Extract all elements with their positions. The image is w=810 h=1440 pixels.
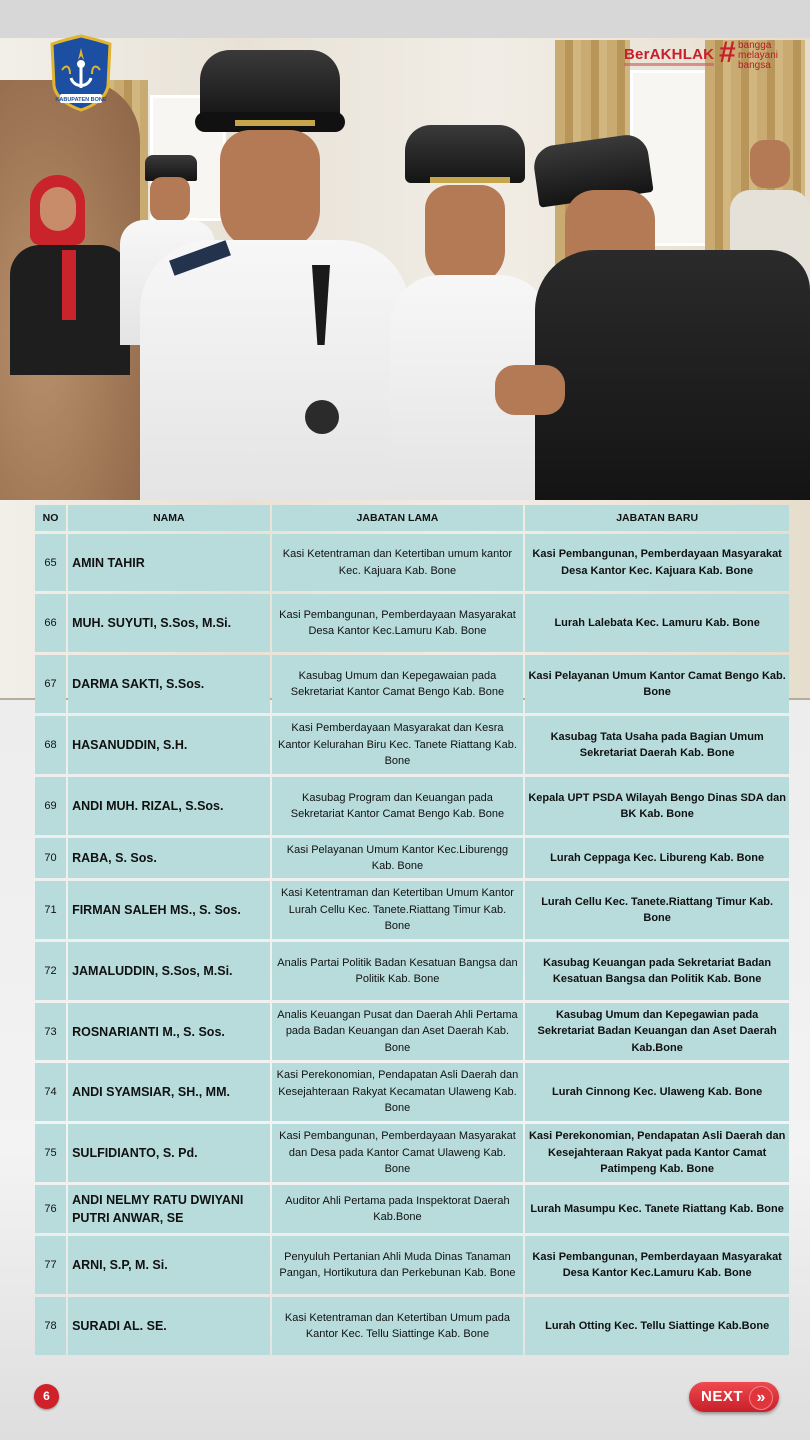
brand-tag-1: bangga: [738, 40, 772, 51]
cell-nama: AMIN TAHIR: [68, 534, 270, 591]
page-number-badge: 6: [34, 1384, 59, 1409]
brand-hash: #: [719, 36, 736, 69]
cell-lama: Kasi Pelayanan Umum Kantor Kec.Liburengg Kab. Bone: [272, 838, 524, 878]
table-row: [35, 1297, 789, 1355]
cell-lama: Penyuluh Pertanian Ahli Muda Dinas Tanaman Pangan, Hortikutura dan Perkebunan Kab. Bone: [272, 1236, 524, 1294]
table-row: [35, 838, 789, 878]
table-row: [35, 716, 789, 774]
cell-nama: ANDI MUH. RIZAL, S.Sos.: [68, 777, 270, 835]
cell-nama: ARNI, S.P, M. Si.: [68, 1236, 270, 1294]
cell-baru: Kasi Pembangunan, Pemberdayaan Masyarakat Desa Kantor Kec.Lamuru Kab. Bone: [525, 1236, 789, 1294]
kabupaten-bone-logo: [48, 34, 114, 112]
table-row: [35, 881, 789, 939]
table-row: [35, 1063, 789, 1121]
table-row: [35, 1003, 789, 1060]
brand-tag-2: melayani: [738, 50, 779, 61]
cell-lama: Kasi Pembangunan, Pemberdayaan Masyarakat Desa Kantor Kec.Lamuru Kab. Bone: [272, 594, 524, 652]
cell-nama: RABA, S. Sos.: [68, 838, 270, 878]
table-header-row: [35, 505, 789, 531]
cell-no: 71: [35, 881, 66, 939]
cell-baru: Lurah Cellu Kec. Tanete.Riattang Timur Kab. Bone: [525, 881, 789, 939]
table-row: [35, 655, 789, 713]
col-header-nama: NAMA: [68, 505, 270, 531]
cell-lama: Kasi Ketentraman dan Ketertiban umum kantor Kec. Kajuara Kab. Bone: [272, 534, 524, 591]
table-row: [35, 1185, 789, 1233]
cell-nama: ROSNARIANTI M., S. Sos.: [68, 1003, 270, 1060]
double-chevron-right-icon: »: [749, 1386, 773, 1410]
cell-nama: FIRMAN SALEH MS., S. Sos.: [68, 881, 270, 939]
cell-lama: Kasubag Program dan Keuangan pada Sekretariat Kantor Camat Bengo Kab. Bone: [272, 777, 524, 835]
cell-no: 70: [35, 838, 66, 878]
cell-lama: Kasi Ketentraman dan Ketertiban Umum Kantor Lurah Cellu Kec. Tanete.Riattang Timur Kab. Bone: [272, 881, 524, 939]
cell-no: 73: [35, 1003, 66, 1060]
cell-nama: ANDI SYAMSIAR, SH., MM.: [68, 1063, 270, 1121]
next-button-label: NEXT: [701, 1388, 744, 1405]
cell-no: 67: [35, 655, 66, 713]
cell-nama: SURADI AL. SE.: [68, 1297, 270, 1355]
table-row: [35, 534, 789, 591]
svg-text:KABUPATEN BONE: KABUPATEN BONE: [55, 97, 107, 103]
cell-baru: Kasubag Tata Usaha pada Bagian Umum Sekretariat Daerah Kab. Bone: [525, 716, 789, 774]
cell-baru: Kasi Pelayanan Umum Kantor Camat Bengo Kab. Bone: [525, 655, 789, 713]
cell-baru: Lurah Ceppaga Kec. Libureng Kab. Bone: [525, 838, 789, 878]
cell-nama: ANDI NELMY RATU DWIYANI PUTRI ANWAR, SE: [68, 1185, 270, 1233]
table-row: [35, 594, 789, 652]
table-row: [35, 942, 789, 1000]
table-row: [35, 1124, 789, 1182]
cell-lama: Analis Keuangan Pusat dan Daerah Ahli Pertama pada Badan Keuangan dan Aset Daerah Kab. Bone: [272, 1003, 524, 1060]
cell-baru: Kasi Perekonomian, Pendapatan Asli Daerah dan Kesejahteraan Rakyat pada Kantor Camat Patimpeng Kab. Bone: [525, 1124, 789, 1182]
berakhlak-logo: [624, 36, 794, 72]
mutasi-table: [33, 502, 791, 1358]
cell-baru: Kasi Pembangunan, Pemberdayaan Masyarakat Desa Kantor Kec. Kajuara Kab. Bone: [525, 534, 789, 591]
cell-baru: Kasubag Umum dan Kepegawian pada Sekretariat Badan Keuangan dan Aset Daerah Kab.Bone: [525, 1003, 789, 1060]
cell-nama: MUH. SUYUTI, S.Sos, M.Si.: [68, 594, 270, 652]
cell-no: 66: [35, 594, 66, 652]
col-header-jabatan-baru: JABATAN BARU: [525, 505, 789, 531]
cell-lama: Kasi Pembangunan, Pemberdayaan Masyarakat dan Desa pada Kantor Camat Ulaweng Kab. Bone: [272, 1124, 524, 1182]
cell-nama: JAMALUDDIN, S.Sos, M.Si.: [68, 942, 270, 1000]
table-row: [35, 1236, 789, 1294]
cell-lama: Auditor Ahli Pertama pada Inspektorat Daerah Kab.Bone: [272, 1185, 524, 1233]
cell-no: 75: [35, 1124, 66, 1182]
cell-no: 78: [35, 1297, 66, 1355]
cell-no: 72: [35, 942, 66, 1000]
cell-baru: Kasubag Keuangan pada Sekretariat Badan Kesatuan Bangsa dan Politik Kab. Bone: [525, 942, 789, 1000]
cell-no: 77: [35, 1236, 66, 1294]
next-button[interactable]: [689, 1382, 779, 1412]
cell-no: 74: [35, 1063, 66, 1121]
cell-baru: Lurah Otting Kec. Tellu Siattinge Kab.Bone: [525, 1297, 789, 1355]
cell-baru: Kepala UPT PSDA Wilayah Bengo Dinas SDA dan BK Kab. Bone: [525, 777, 789, 835]
cell-lama: Analis Partai Politik Badan Kesatuan Bangsa dan Politik Kab. Bone: [272, 942, 524, 1000]
cell-lama: Kasi Perekonomian, Pendapatan Asli Daerah dan Kesejahteraan Rakyat Kecamatan Ulaweng Kab. Bone: [272, 1063, 524, 1121]
cell-baru: Lurah Masumpu Kec. Tanete Riattang Kab. Bone: [525, 1185, 789, 1233]
cell-no: 76: [35, 1185, 66, 1233]
cell-no: 65: [35, 534, 66, 591]
cell-baru: Lurah Cinnong Kec. Ulaweng Kab. Bone: [525, 1063, 789, 1121]
cell-nama: SULFIDIANTO, S. Pd.: [68, 1124, 270, 1182]
brand-tag-3: bangsa: [738, 60, 771, 71]
cell-no: 68: [35, 716, 66, 774]
cell-lama: Kasubag Umum dan Kepegawaian pada Sekretariat Kantor Camat Bengo Kab. Bone: [272, 655, 524, 713]
cell-lama: Kasi Ketentraman dan Ketertiban Umum pada Kantor Kec. Tellu Siattinge Kab. Bone: [272, 1297, 524, 1355]
brand-main: BerAKHLAK: [624, 46, 715, 63]
table-row: [35, 777, 789, 835]
col-header-jabatan-lama: JABATAN LAMA: [272, 505, 524, 531]
cell-nama: HASANUDDIN, S.H.: [68, 716, 270, 774]
cell-no: 69: [35, 777, 66, 835]
col-header-no: NO: [35, 505, 66, 531]
cell-baru: Lurah Lalebata Kec. Lamuru Kab. Bone: [525, 594, 789, 652]
cell-nama: DARMA SAKTI, S.Sos.: [68, 655, 270, 713]
cell-lama: Kasi Pemberdayaan Masyarakat dan Kesra Kantor Kelurahan Biru Kec. Tanete Riattang Kab. Bone: [272, 716, 524, 774]
